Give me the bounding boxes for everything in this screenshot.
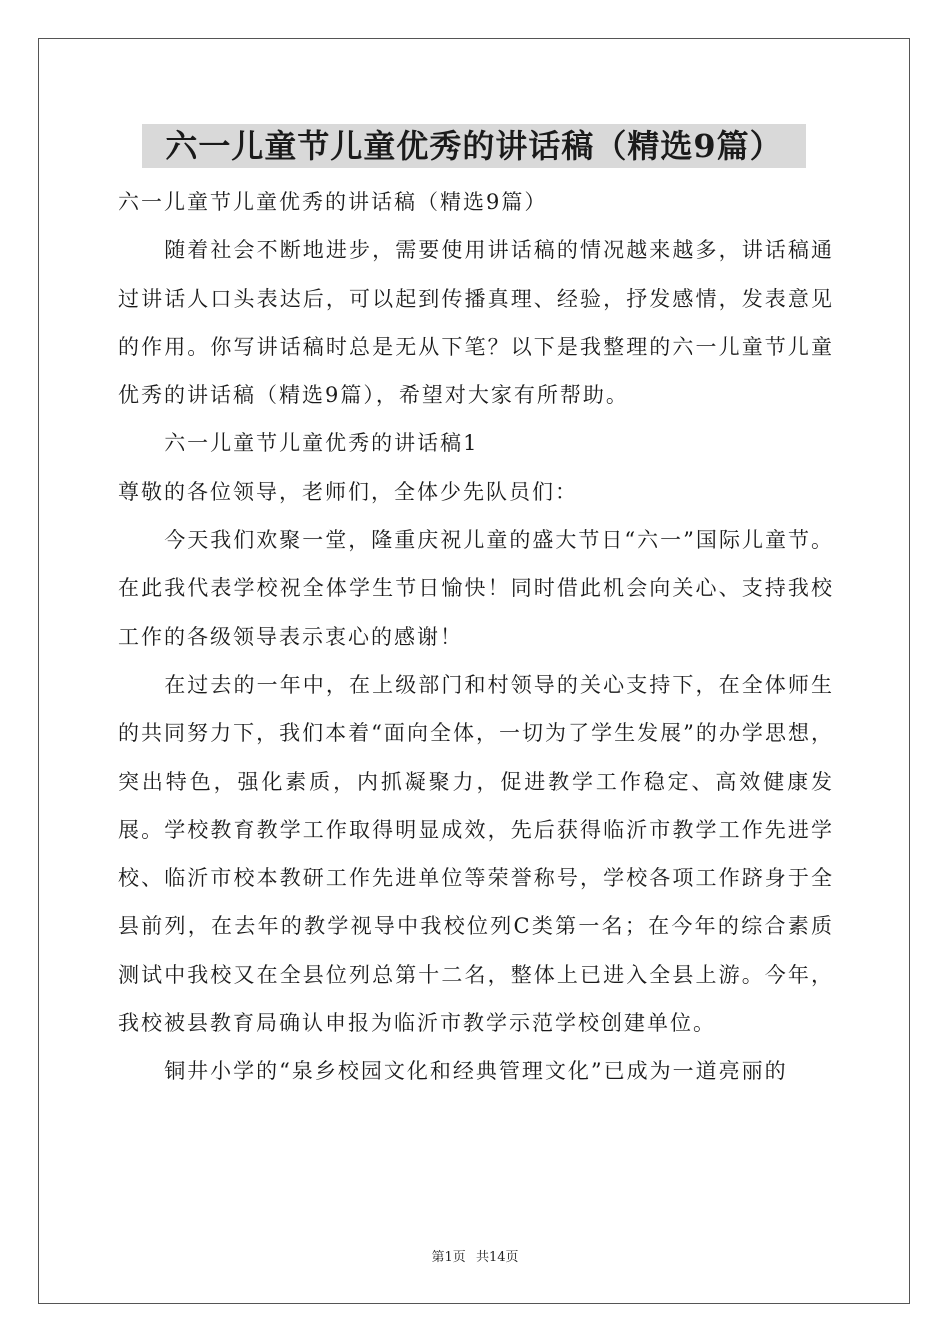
paragraph: 六一儿童节儿童优秀的讲话稿1 [164, 431, 479, 456]
page-footer [0, 1246, 950, 1265]
paragraph: 今天我们欢聚一堂，隆重庆祝儿童的盛大节日“六一”国际儿童节。在此我代表学校祝全体学生节日愉快！同时借此机会向关心、支持我校工作的各级领导表示衷心的感谢！ [118, 528, 834, 649]
paragraph: 随着社会不断地进步，需要使用讲话稿的情况越来越多，讲话稿通过讲话人口头表达后，可以起到传播真理、经验，抒发感情，发表意见的作用。你写讲话稿时总是无从下笔？以下是我整理的六一儿童节儿童优秀的讲话稿（精选9篇），希望对大家有所帮助。 [118, 238, 834, 408]
page-number: 第1页 [431, 1250, 466, 1265]
paragraph: 在过去的一年中，在上级部门和村领导的关心支持下，在全体师生的共同努力下，我们本着“面向全体，一切为了学生发展”的办学思想，突出特色，强化素质，内抓凝聚力，促进教学工作稳定、高效健康发展。学校教育教学工作取得明显成效，先后获得临沂市教学工作先进学校、临沂市校本教研工作先进单位等荣誉称号，学校各项工作跻身于全县前列，在去年的教学视导中我校位列C类第一名；在今年的综合素质测试中我校又在全县位列总第十二名，整体上已进入全县上游。今年，我校被县教育局确认申报为临沂市教学示范学校创建单位。 [118, 672, 834, 1036]
paragraph: 六一儿童节儿童优秀的讲话稿（精选9篇） [118, 190, 548, 214]
paragraph: 铜井小学的“泉乡校园文化和经典管理文化”已成为一道亮丽的 [164, 1059, 788, 1084]
document-title: 六一儿童节儿童优秀的讲话稿（精选9篇） [142, 124, 806, 168]
document-body [118, 178, 834, 1096]
page-total: 共14页 [475, 1250, 519, 1265]
paragraph: 尊敬的各位领导，老师们，全体少先队员们： [118, 479, 578, 504]
